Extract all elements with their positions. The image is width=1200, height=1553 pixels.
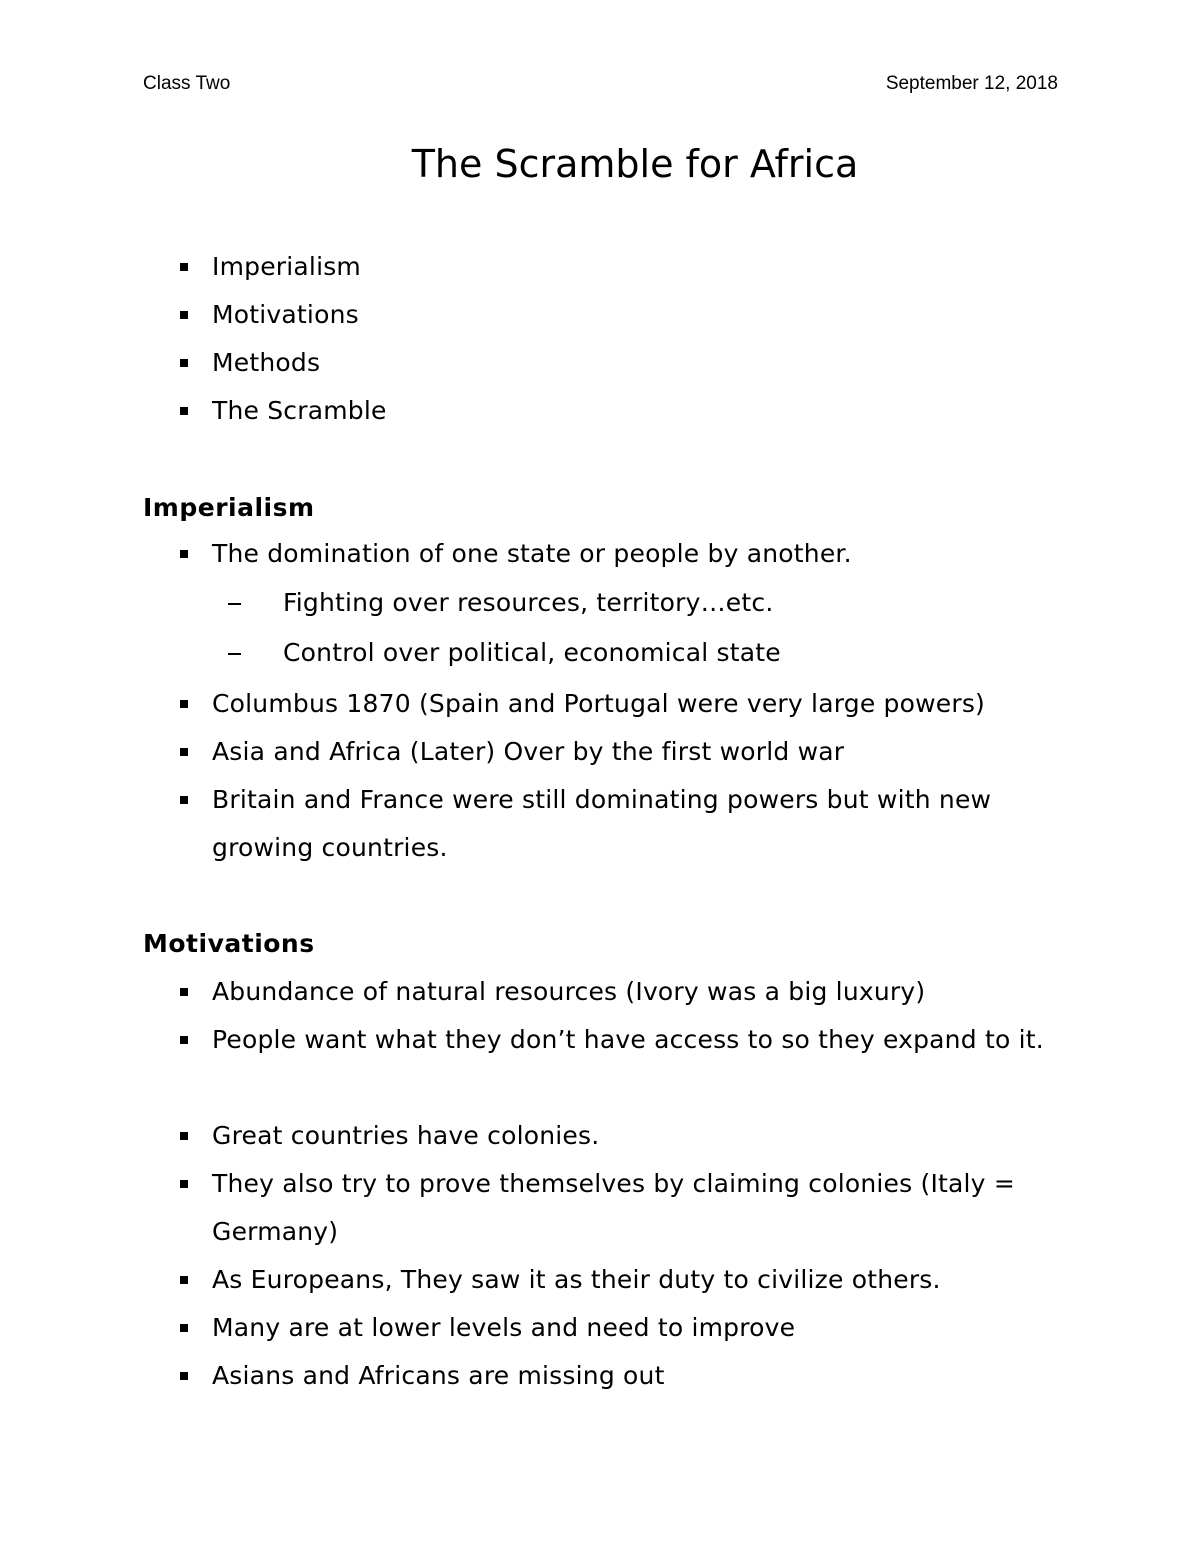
document-title: The Scramble for Africa xyxy=(411,142,859,186)
header-date: September 12, 2018 xyxy=(885,73,1058,94)
outline-item: The Scramble xyxy=(212,387,1072,435)
outline-item: Imperialism xyxy=(212,243,1072,291)
list-item: They also try to prove themselves by claiming colonies (Italy = Germany) xyxy=(212,1160,1072,1256)
list-item: Britain and France were still dominating powers but with new growing countries. xyxy=(212,776,1072,872)
list-item: People want what they don’t have access to so they expand to it. xyxy=(212,1016,1072,1064)
header-class-label: Class Two xyxy=(143,73,231,94)
list-item: Great countries have colonies. xyxy=(212,1112,1072,1160)
list-item: As Europeans, They saw it as their duty to civilize others. xyxy=(212,1256,1072,1304)
section-heading-motivations: Motivations xyxy=(143,929,315,958)
list-item: Many are at lower levels and need to improve xyxy=(212,1304,1072,1352)
list-item: Columbus 1870 (Spain and Portugal were very large powers) xyxy=(212,680,1072,728)
list-item: Abundance of natural resources (Ivory was a big luxury) xyxy=(212,968,1072,1016)
sub-list-item: Fighting over resources, territory…etc. xyxy=(283,579,1063,627)
section-heading-imperialism: Imperialism xyxy=(143,493,315,522)
outline-item: Motivations xyxy=(212,291,1072,339)
list-item: The domination of one state or people by another. xyxy=(212,530,1072,578)
outline-item: Methods xyxy=(212,339,1072,387)
list-item: Asia and Africa (Later) Over by the first world war xyxy=(212,728,1072,776)
list-item: Asians and Africans are missing out xyxy=(212,1352,1072,1400)
sub-list-item: Control over political, economical state xyxy=(283,629,1063,677)
